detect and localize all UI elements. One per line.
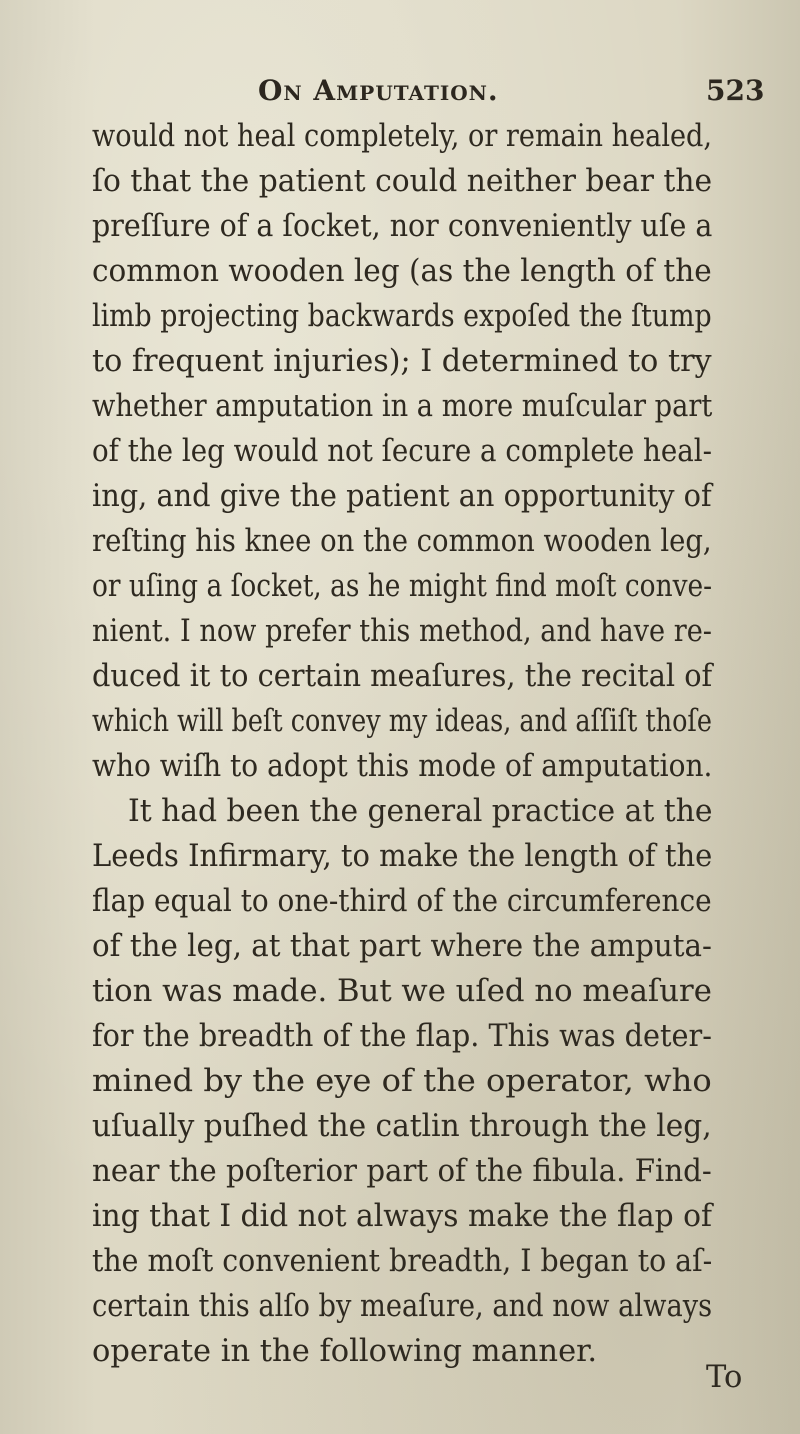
- text-line: or uſing a ſocket, as he might find moſt conve-: [92, 569, 713, 604]
- text-line: ſo that the patient could neither bear the: [92, 164, 713, 199]
- text-line: certain this alſo by meaſure, and now always: [92, 1289, 713, 1324]
- text-line: for the breadth of the flap. This was deter-: [92, 1019, 712, 1054]
- text-line: tion was made. But we uſed no meaſure: [92, 974, 712, 1009]
- text-line: mined by the eye of the operator, who: [92, 1064, 712, 1099]
- text-line: who wiſh to adopt this mode of amputation.: [92, 749, 713, 784]
- text-line: the moſt convenient breadth, I began to aſ-: [92, 1244, 713, 1279]
- text-line: duced it to certain meaſures, the recital of: [92, 659, 713, 694]
- text-line: which will beſt convey my ideas, and aſſiſt thoſe: [92, 704, 712, 739]
- text-line: ing that I did not always make the flap of: [92, 1199, 713, 1234]
- text-line: common wooden leg (as the length of the: [92, 254, 712, 289]
- text-line: preſſure of a ſocket, nor conveniently uſe a: [92, 209, 713, 244]
- running-head: [0, 74, 800, 114]
- text-line: would not heal completely, or remain healed,: [92, 119, 713, 154]
- text-line: Leeds Infirmary, to make the length of the: [92, 839, 713, 874]
- text-line: limb projecting backwards expoſed the ſtump: [92, 299, 712, 334]
- text-line: near the poſterior part of the fibula. Find-: [92, 1154, 712, 1189]
- text-line: uſually puſhed the catlin through the leg,: [92, 1109, 712, 1144]
- running-head-title: On Amputation.: [258, 74, 499, 107]
- text-line: reſting his knee on the common wooden leg,: [92, 524, 712, 559]
- text-line: ing, and give the patient an opportunity of: [92, 479, 712, 514]
- text-line: flap equal to one-third of the circumference: [92, 884, 712, 919]
- text-line: nient. I now prefer this method, and have re-: [92, 614, 712, 649]
- catchword: To: [706, 1360, 743, 1395]
- page-number: 523: [706, 74, 765, 107]
- text-line: It had been the general practice at the: [128, 794, 713, 829]
- text-line: of the leg, at that part where the amputa-: [92, 929, 712, 964]
- text-line: to frequent injuries); I determined to try: [92, 344, 712, 379]
- text-line: whether amputation in a more muſcular part: [92, 389, 713, 424]
- text-line: operate in the following manner.: [92, 1334, 598, 1369]
- text-line: of the leg would not ſecure a complete heal-: [92, 434, 712, 469]
